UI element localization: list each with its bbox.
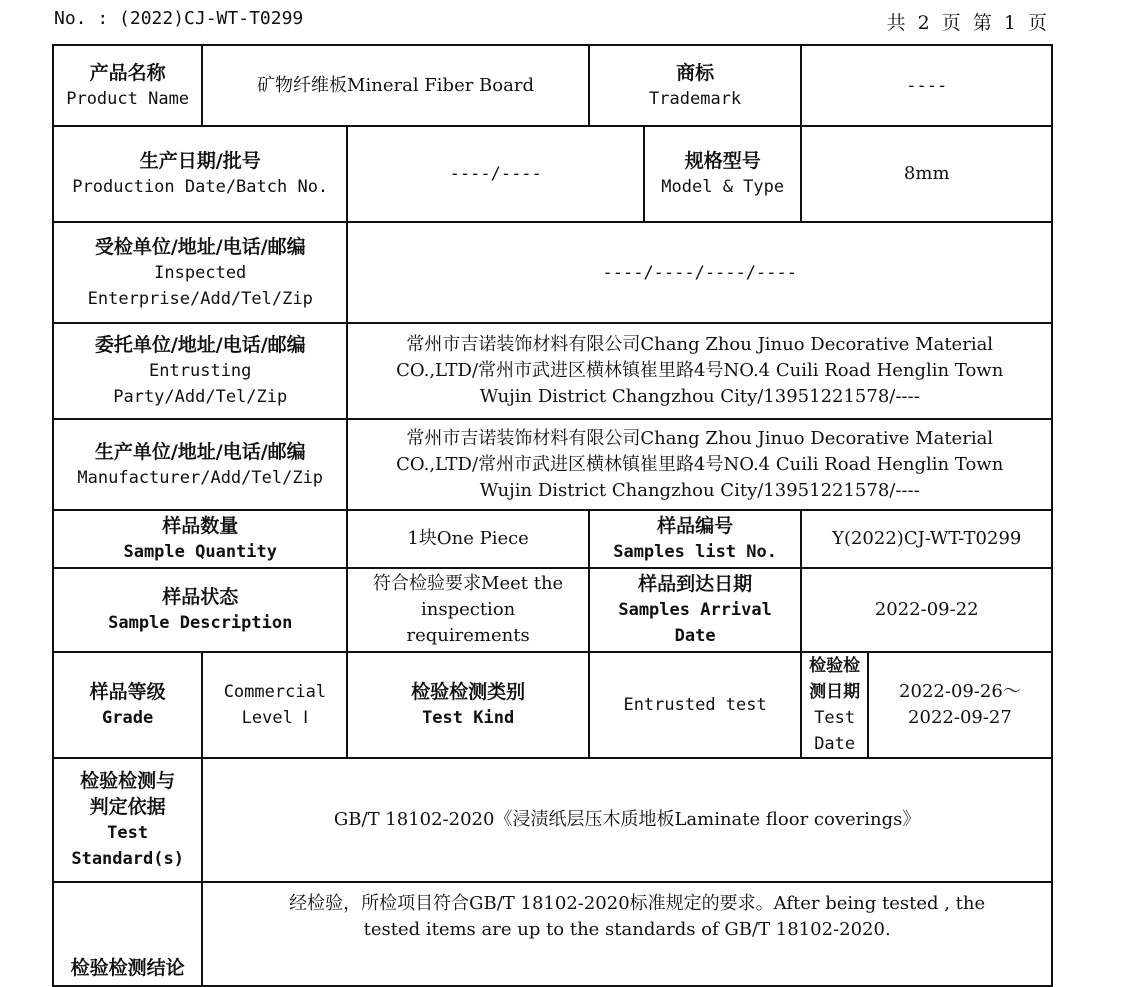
test-date-label [801,652,867,758]
entrusting-party-line-2: CO.,LTD/常州市武进区横林镇崔里路4号NO.4 Cuili Road Henglin Town [396,360,1004,381]
test-kind-label-zh: 检验检测类别 [411,681,526,703]
conclusion-value [202,882,1052,986]
test-standard-value [202,758,1052,882]
samples-list-no-label [589,510,802,568]
grade-label [53,652,202,758]
sample-description-label-en: Sample Description [108,613,293,633]
trademark-label-en: Trademark [649,88,742,109]
report-number: No. : (2022)CJ-WT-T0299 [54,8,304,29]
row-conclusion [53,882,1052,986]
test-kind-value [589,652,802,758]
grade-value [202,652,347,758]
test-kind-text: Entrusted test [623,695,767,715]
product-name-text: 矿物纤维板Mineral Fiber Board [257,74,534,96]
test-standard-label-en-2: Standard(s) [71,849,184,869]
model-type-text: 8mm [903,163,950,184]
grade-label-zh: 样品等级 [89,681,166,703]
row-sample-quantity [53,510,1052,568]
test-standard-label [53,758,202,882]
sample-description-label [53,568,347,652]
row-production-date [53,126,1052,222]
manufacturer-line-1: 常州市吉诺装饰材料有限公司Chang Zhou Jinuo Decorative Material [406,427,994,449]
row-grade [53,652,1052,758]
inspected-enterprise-value [347,222,1052,323]
test-standard-label-zh-1: 检验检测与 [80,770,176,792]
grade-label-en: Grade [102,708,154,728]
trademark-label-zh: 商标 [676,61,715,84]
row-test-standard [53,758,1052,882]
test-date-label-en: Test Date [814,708,856,754]
manufacturer-value [347,419,1052,510]
product-name-label [53,45,202,126]
sample-quantity-text: 1块One Piece [407,528,529,549]
inspected-enterprise-label [53,222,347,323]
inspected-enterprise-label-zh: 受检单位/地址/电话/邮编 [94,235,306,258]
grade-line-2: Level Ⅰ [241,708,309,728]
production-date-value [347,126,644,222]
samples-arrival-date-label-en: Samples Arrival Date [618,600,772,646]
model-type-label [644,126,801,222]
row-product-name [53,45,1052,126]
inspected-enterprise-label-en-1: Inspected [154,262,247,283]
product-name-value [202,45,589,126]
sample-description-line-2: inspection [420,599,516,620]
manufacturer-line-2: CO.,LTD/常州市武进区横林镇崔里路4号NO.4 Cuili Road Henglin Town [396,453,1004,475]
sample-quantity-label [53,510,347,568]
test-date-line-1: 2022-09-26～ [899,681,1021,702]
manufacturer-line-3: Wujin District Changzhou City/13951221578/---- [479,479,920,501]
manufacturer-label-en: Manufacturer/Add/Tel/Zip [77,467,324,488]
test-date-value [868,652,1052,758]
trademark-value [801,45,1052,126]
inspection-report-table [52,44,1053,987]
production-date-text: ----/---- [449,164,542,184]
row-inspected-enterprise [53,222,1052,323]
test-kind-label [347,652,588,758]
manufacturer-label [53,419,347,510]
test-kind-label-en: Test Kind [422,708,515,728]
model-type-label-zh: 规格型号 [684,150,761,172]
samples-list-no-value [801,510,1052,568]
conclusion-line-2: tested items are up to the standards of GB/T 18102-2020. [363,919,891,940]
sample-description-label-zh: 样品状态 [162,586,239,608]
sample-quantity-label-zh: 样品数量 [162,515,239,537]
row-sample-description [53,568,1052,652]
samples-list-no-label-zh: 样品编号 [657,515,734,537]
trademark-label [589,45,802,126]
test-standard-label-zh-2: 判定依据 [89,796,166,818]
sample-description-value [347,568,588,652]
entrusting-party-label-zh: 委托单位/地址/电话/邮编 [94,334,306,356]
trademark-text: ---- [906,75,948,96]
entrusting-party-label [53,323,347,419]
entrusting-party-line-3: Wujin District Changzhou City/13951221578/---- [479,386,920,407]
test-date-label-zh: 检验检测日期 [809,656,861,702]
entrusting-party-line-1: 常州市吉诺装饰材料有限公司Chang Zhou Jinuo Decorative Material [406,334,994,355]
product-name-label-en: Product Name [66,88,190,109]
production-date-label-en: Production Date/Batch No. [72,177,329,197]
test-date-line-2: 2022-09-27 [908,707,1012,728]
test-standard-text: GB/T 18102-2020《浸渍纸层压木质地板Laminate floor coverings》 [333,809,921,830]
sample-description-line-3: requirements [406,625,530,646]
samples-arrival-date-value [801,568,1052,652]
row-manufacturer [53,419,1052,510]
model-type-value [801,126,1052,222]
samples-arrival-date-label [589,568,802,652]
page-indicator: 共 2 页 第 1 页 [886,12,1050,34]
sample-description-line-1: 符合检验要求Meet the [373,573,564,594]
samples-arrival-date-label-zh: 样品到达日期 [638,573,753,595]
samples-arrival-date-text: 2022-09-22 [874,599,979,620]
conclusion-label [53,882,202,986]
production-date-label-zh: 生产日期/批号 [139,150,261,172]
sample-quantity-value [347,510,588,568]
sample-quantity-label-en: Sample Quantity [123,542,277,562]
manufacturer-label-zh: 生产单位/地址/电话/邮编 [94,440,306,463]
samples-list-no-text: Y(2022)CJ-WT-T0299 [832,528,1022,549]
samples-list-no-label-en: Samples list No. [613,542,777,562]
conclusion-label-zh: 检验检测结论 [70,957,185,979]
entrusting-party-label-en-2: Party/Add/Tel/Zip [113,387,288,407]
entrusting-party-label-en-1: Entrusting [149,361,252,381]
test-standard-label-en-1: Test [107,823,149,843]
product-name-label-zh: 产品名称 [89,61,166,84]
inspected-enterprise-label-en-2: Enterprise/Add/Tel/Zip [87,288,313,309]
model-type-label-en: Model & Type [661,177,785,197]
grade-line-1: Commercial [223,682,327,702]
row-entrusting-party [53,323,1052,419]
conclusion-line-1: 经检验，所检项目符合GB/T 18102-2020标准规定的要求。After being tested , the [289,893,986,914]
inspected-enterprise-text: ----/----/----/---- [602,262,797,283]
entrusting-party-value [347,323,1052,419]
production-date-label [53,126,347,222]
